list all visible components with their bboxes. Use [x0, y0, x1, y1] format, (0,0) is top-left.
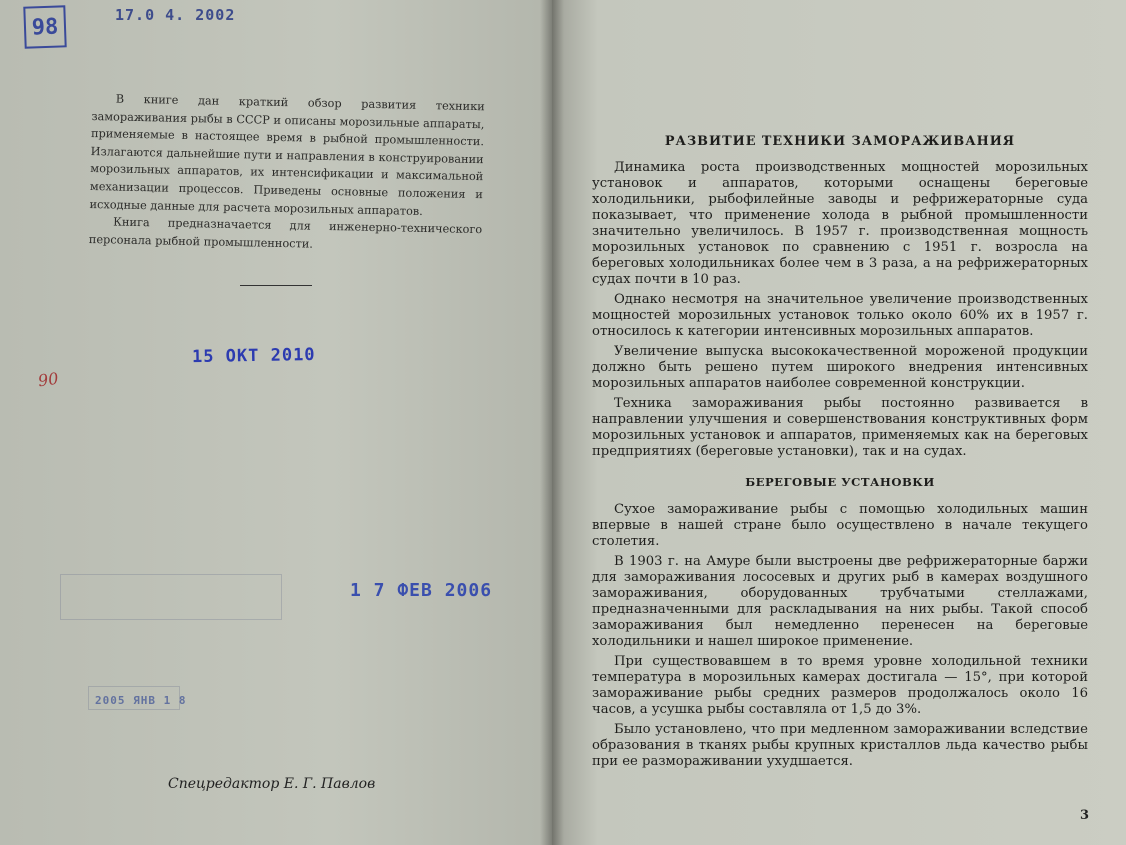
- page-content: [592, 134, 1088, 774]
- editor-credit: Спецредактор Е. Г. Павлов: [168, 776, 376, 792]
- body-paragraph: В 1903 г. на Амуре были выстроены две рефрижераторные баржи для замораживания лососевых и других рыб в камерах воздушного замораживания, оборудованных трубчатыми стеллажами, предназначенными для раскладывания на них рыбы. Такой способ замораживания был немедленно перенесен на береговые холодильники и нашел широкое применение.: [592, 554, 1088, 649]
- left-page: [0, 0, 552, 845]
- chapter-title: РАЗВИТИЕ ТЕХНИКИ ЗАМОРАЖИВАНИЯ: [664, 134, 1016, 149]
- book-gutter: [540, 0, 564, 845]
- section-title: БЕРЕГОВЫЕ УСТАНОВКИ: [745, 475, 935, 489]
- pencil-mark: 90: [36, 368, 60, 391]
- body-paragraph: Было установлено, что при медленном замораживании вследствие образования в тканях рыбы крупных кристаллов льда качество рыбы при ее размораживании ухудшается.: [592, 722, 1088, 769]
- date-stamp-feb: 1 7 ФЕВ 2006: [350, 580, 493, 601]
- page-number: 3: [1080, 808, 1090, 823]
- date-stamp-faint: 2005 ЯНВ 1 8: [95, 694, 187, 707]
- right-page: [552, 0, 1126, 845]
- body-paragraph: Однако несмотря на значительное увеличение производственных мощностей морозильных установок только около 60% их в 1957 г. относилось к категории интенсивных морозильных аппаратов.: [592, 292, 1088, 339]
- body-paragraph: Увеличение выпуска высококачественной мороженой продукции должно быть решено путем широкого внедрения интенсивных морозильных аппаратов наиболее современной конструкции.: [592, 344, 1088, 391]
- book-abstract: [89, 90, 485, 257]
- body-paragraph: Сухое замораживание рыбы с помощью холодильных машин впервые в нашей стране было осуществлено в начале текущего столетия.: [592, 502, 1088, 549]
- date-stamp-oct: 15 ОКТ 2010: [191, 344, 316, 368]
- body-paragraph: Техника замораживания рыбы постоянно развивается в направлении улучшения и совершенствования конструктивных форм морозильных установок и аппаратов, применяемых как на береговых предприятиях (береговые установки), так и на судах.: [592, 396, 1088, 459]
- inventory-number-stamp: 98: [23, 5, 66, 48]
- divider-line: [240, 285, 312, 286]
- abstract-paragraph: Книга предназначается для инженерно-технического персонала рыбной промышленности.: [88, 215, 483, 251]
- body-paragraph: Динамика роста производственных мощностей морозильных установок и аппаратов, которыми оснащены береговые холодильники, рыбофилейные заводы и рефрижераторные суда показывает, что применение холода в рыбной промышленности значительно увеличилось. В 1957 г. производственная мощность морозильных установок по сравнению с 1951 г. возросла на береговых холодильниках более чем в 3 раза, а на рефрижераторных судах почти в 10 раз.: [592, 160, 1088, 287]
- body-paragraph: При существовавшем в то время уровне холодильной техники температура в морозильных камерах достигала — 15°, при которой замораживание рыбы средних размеров продолжалось около 16 часов, а усушка рыбы составляла от 1,5 до 3%.: [592, 654, 1088, 717]
- date-stamp-top: 17.0 4. 2002: [115, 6, 236, 24]
- abstract-paragraph: В книге дан краткий обзор развития техники замораживания рыбы в СССР и описаны морозильные аппараты, применяемые в настоящее время в рыбной промышленности. Излагаются дальнейшие пути и направления в конструировании морозильных аппаратов, их интенсификации и максимальной механизации процессов. Приведены основные положения и исходные данные для расчета морозильных аппаратов.: [89, 92, 485, 218]
- faint-stamp-outline: [60, 574, 282, 620]
